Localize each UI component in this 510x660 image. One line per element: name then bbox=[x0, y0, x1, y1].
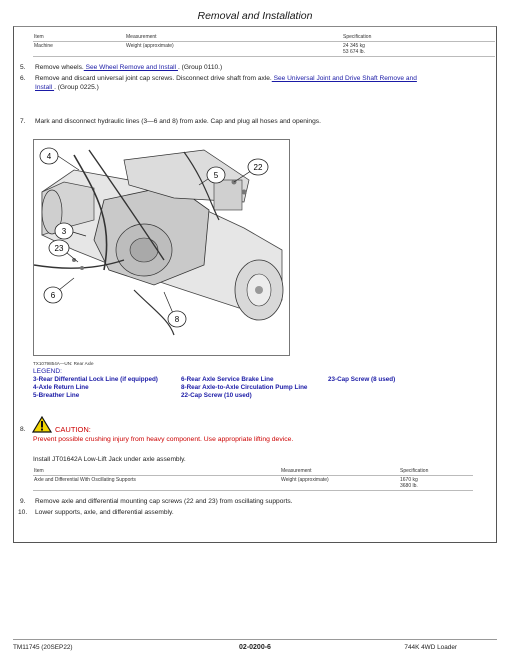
step-text: Remove and discard universal joint cap screws. Disconnect drive shaft from axle. See Universal Joint and Drive Shaft Remove and Install . (Group 0225.) bbox=[35, 75, 417, 91]
svg-text:23: 23 bbox=[54, 244, 64, 253]
legend-item: 23-Cap Screw (8 used) bbox=[328, 376, 396, 383]
legend-title: LEGEND: bbox=[33, 368, 62, 375]
footer-divider bbox=[13, 639, 497, 640]
legend-item: 6-Rear Axle Service Brake Line bbox=[181, 376, 274, 383]
caution-label: CAUTION: bbox=[55, 425, 91, 434]
universal-joint-link[interactable]: See Universal Joint and Drive Shaft Remove and bbox=[271, 75, 417, 82]
legend-item: 3-Rear Differential Lock Line (if equipped) bbox=[33, 376, 158, 383]
warning-triangle-icon bbox=[32, 416, 52, 433]
spec-kg: 1670 kg bbox=[400, 477, 418, 483]
spec-lb: 3680 lb. bbox=[400, 483, 418, 489]
footer-page-number: 02-0200-6 bbox=[239, 644, 271, 651]
legend bbox=[33, 368, 493, 399]
footer-doc-id: TM11745 (20SEP22) bbox=[13, 644, 73, 651]
callout-5 bbox=[206, 166, 226, 184]
cell-measurement: Weight (approximate) bbox=[280, 476, 399, 491]
cell-measurement: Weight (approximate) bbox=[125, 42, 342, 57]
svg-text:4: 4 bbox=[46, 152, 52, 161]
svg-text:22: 22 bbox=[253, 163, 263, 172]
jack-instruction bbox=[33, 456, 473, 465]
col-header-measurement: Measurement bbox=[125, 33, 342, 42]
step-6 bbox=[20, 75, 490, 95]
spec-lb: 53 674 lb. bbox=[343, 49, 365, 55]
svg-text:5: 5 bbox=[213, 171, 219, 180]
legend-item: 22-Cap Screw (10 used) bbox=[181, 392, 252, 399]
spec-kg: 24 345 kg bbox=[343, 43, 365, 49]
figure-caption: TX1079854A—UN: Rear Axle bbox=[33, 361, 94, 366]
table-row bbox=[33, 42, 495, 57]
step-number: 8. bbox=[20, 426, 26, 433]
callout-6 bbox=[43, 286, 63, 304]
footer-model: 744K 4WD Loader bbox=[404, 644, 457, 651]
cell-spec bbox=[342, 42, 495, 57]
callout-8 bbox=[167, 310, 187, 328]
legend-item: 4-Axle Return Line bbox=[33, 384, 89, 391]
step-text: Remove axle and differential mounting cap screws (22 and 23) from oscillating supports. bbox=[35, 498, 293, 505]
wheel-remove-install-link[interactable]: See Wheel Remove and Install bbox=[83, 64, 178, 71]
step-text: Remove wheels. See Wheel Remove and Install . (Group 0110.) bbox=[35, 64, 223, 71]
col-header-specification: Specification bbox=[399, 467, 473, 476]
universal-joint-link-cont[interactable]: Install bbox=[35, 83, 55, 91]
svg-text:8: 8 bbox=[174, 315, 180, 324]
cell-spec bbox=[399, 476, 473, 491]
svg-text:3: 3 bbox=[61, 227, 67, 236]
cell-item: Machine bbox=[33, 42, 125, 57]
step-text: Lower supports, axle, and differential assembly. bbox=[35, 509, 174, 516]
step-text: Mark and disconnect hydraulic lines (3—6 and 8) from axle. Cap and plug all hoses and openings. bbox=[35, 118, 321, 125]
col-header-item: Item bbox=[33, 33, 125, 42]
legend-col-2 bbox=[181, 376, 307, 400]
table-row bbox=[33, 476, 473, 491]
legend-item: 8-Rear Axle-to-Axle Circulation Pump Line bbox=[181, 384, 308, 391]
caution-text: Prevent possible crushing injury from heavy component. Use appropriate lifting device. bbox=[33, 436, 294, 443]
machine-spec-table bbox=[33, 33, 495, 57]
callout-4 bbox=[39, 147, 59, 165]
legend-col-1 bbox=[33, 376, 158, 400]
step-number: 10. bbox=[18, 509, 28, 516]
step-number: 6. bbox=[20, 75, 26, 82]
step-number: 7. bbox=[20, 118, 26, 125]
callout-22 bbox=[247, 158, 269, 176]
callout-3 bbox=[54, 222, 74, 240]
svg-text:6: 6 bbox=[50, 291, 56, 300]
legend-item: 5-Breather Line bbox=[33, 392, 80, 399]
step-number: 9. bbox=[20, 498, 26, 505]
step-number: 5. bbox=[20, 64, 26, 71]
page-title: Removal and Installation bbox=[197, 10, 313, 22]
cell-item: Axle and Differential With Oscillating Supports bbox=[33, 476, 280, 491]
col-header-item: Item bbox=[33, 467, 280, 476]
axle-spec-table bbox=[33, 467, 473, 491]
rear-axle-figure bbox=[33, 139, 290, 356]
col-header-specification: Specification bbox=[342, 33, 495, 42]
instruction-text: Install JT01642A Low-Lift Jack under axle assembly. bbox=[33, 456, 186, 463]
callout-23 bbox=[48, 239, 70, 257]
col-header-measurement: Measurement bbox=[280, 467, 399, 476]
legend-col-3 bbox=[328, 376, 395, 384]
